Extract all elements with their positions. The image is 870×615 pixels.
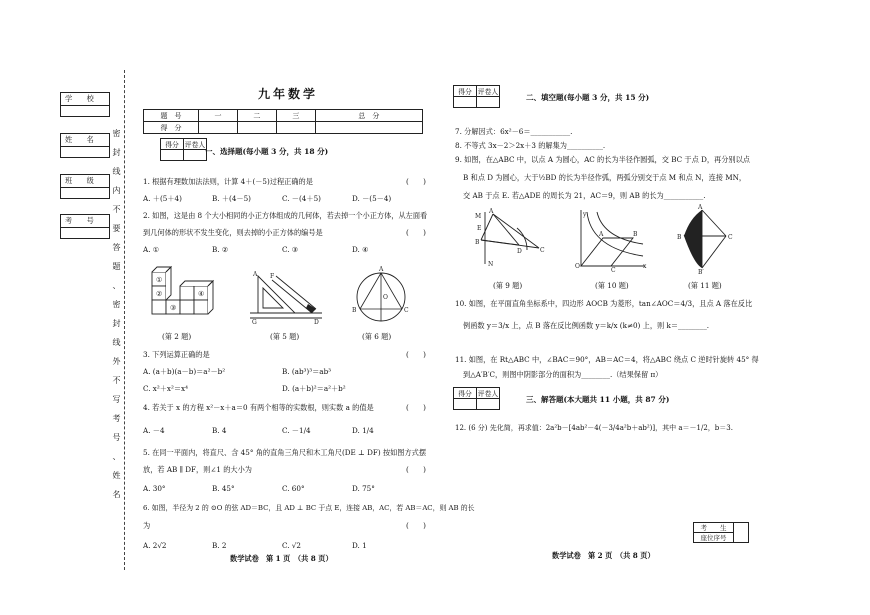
svg-text:C: C	[404, 307, 409, 314]
page-2-footer: 数学试卷 第 2 页 （共 8 页）	[552, 551, 655, 560]
q6-option-a[interactable]: A. 2√2	[143, 541, 167, 550]
seat-number-cell[interactable]	[734, 523, 749, 543]
q10-line-2[interactable]: 例函数 y＝3/x 上，点 B 落在反比例函数 y＝k/x (k≠0) 上，则 k＝________.	[463, 321, 710, 330]
q2-stem-line-1: 2. 如图，这是由 8 个大小相同的小正方体组成的几何体，若去掉一个小正方体，从左面看	[143, 211, 428, 220]
fig6-caption: (第 6 题)	[362, 332, 392, 341]
grader-box-2	[453, 85, 500, 108]
score-cell[interactable]	[237, 122, 276, 134]
cube-label-2: ②	[156, 290, 163, 298]
score-cell[interactable]	[199, 122, 238, 134]
q2-option-c[interactable]: C. ③	[282, 245, 299, 254]
svg-text:G: G	[252, 319, 257, 326]
q4-option-b[interactable]: B. 4	[212, 426, 227, 435]
grader-name-cell[interactable]	[477, 399, 500, 410]
q1-option-a[interactable]: A. ＋(5＋4)	[143, 194, 182, 203]
q4-option-c[interactable]: C. －1/4	[282, 426, 311, 435]
figure-q6-circle	[350, 266, 412, 328]
svg-text:B: B	[677, 234, 682, 241]
grader-name-label: 评卷人	[477, 388, 500, 399]
name-input[interactable]	[60, 145, 110, 158]
seat-label-1: 考 生	[694, 523, 734, 533]
q3-option-a[interactable]: A. (a＋b)(a－b)＝a²－b²	[143, 367, 226, 376]
q5-answer-paren[interactable]: ( )	[406, 465, 426, 474]
fig11-caption: (第 11 题)	[688, 281, 722, 290]
grader-name-label: 评卷人	[477, 86, 500, 97]
score-table	[143, 109, 423, 134]
seal-notice-char: 、	[112, 452, 121, 461]
score-cell[interactable]	[276, 122, 315, 134]
svg-text:B′: B′	[698, 269, 704, 276]
score-header-cell: 总 分	[315, 110, 422, 122]
section-3-heading: 三、解答题(本大题共 11 小题，共 87 分)	[526, 395, 670, 404]
q2-option-d[interactable]: D. ④	[352, 245, 369, 254]
q5-option-a[interactable]: A. 30°	[143, 484, 166, 493]
score-header-cell: 一	[199, 110, 238, 122]
q5-stem-line-2: 放，若 AB ∥ DF，则∠1 的大小为	[143, 465, 252, 474]
q2-option-b[interactable]: B. ②	[212, 245, 229, 254]
q9-line-2: B 和点 D 为圆心，大于½BD 的长为半径作弧，两弧分别交于点 M 和点 N，连接 MN，	[463, 173, 747, 182]
seal-notice-char: 封	[112, 319, 121, 328]
grader-name-label: 评卷人	[184, 139, 207, 150]
q7-text[interactable]: 7. 分解因式：6x²－6＝___________.	[455, 127, 573, 136]
grader-score-label: 得分	[161, 139, 184, 150]
grader-box-3	[453, 387, 500, 410]
q1-option-c[interactable]: C. －(4＋5)	[282, 194, 321, 203]
seal-notice-char: 密	[112, 129, 121, 138]
class-label: 班 级	[65, 176, 94, 185]
q1-stem: 1. 根据有理数加法法则，计算 4＋(－5)过程正确的是	[143, 177, 313, 186]
svg-text:C: C	[611, 267, 616, 274]
q3-option-c[interactable]: C. x²＋x²＝x⁴	[143, 384, 188, 393]
figure-q11-rotation	[676, 206, 740, 274]
q3-answer-paren[interactable]: ( )	[406, 350, 426, 359]
seal-notice-char: 题	[112, 262, 121, 271]
seal-notice-char: 号	[112, 433, 121, 442]
q1-answer-paren[interactable]: ( )	[406, 177, 426, 186]
q12-text: 12. (6 分) 先化简，再求值：2a²b－[4ab²－4(－3/4a²b＋ab²)]，其中 a＝－1/2，b＝3.	[455, 424, 733, 432]
q4-stem: 4. 若关于 x 的方程 x²－x＋a＝0 有两个相等的实数根，则实数 a 的值是	[143, 403, 374, 412]
svg-text:A: A	[489, 208, 494, 215]
q12-answer-area[interactable]	[455, 440, 755, 520]
svg-text:D: D	[314, 319, 319, 326]
figure-q10-hyperbola	[573, 208, 649, 274]
q11-line-2[interactable]: 到△A′B′C，则图中阴影部分的面积为________.（结果保留 π）	[463, 370, 663, 379]
cube-label-1: ①	[156, 276, 163, 284]
section-2-heading: 二、填空题(每小题 3 分，共 15 分)	[526, 93, 650, 102]
q4-option-d[interactable]: D. 1/4	[352, 426, 374, 435]
svg-text:O: O	[383, 294, 388, 301]
name-label: 姓 名	[65, 135, 94, 144]
q10-line-1: 10. 如图，在平面直角坐标系中，四边形 AOCB 为菱形，tan∠AOC＝4/3，且点 A 落在反比	[455, 299, 753, 308]
seal-notice-char: 写	[112, 395, 121, 404]
fig5-caption: (第 5 题)	[270, 332, 300, 341]
figure-q9-triangle	[463, 208, 547, 270]
q4-option-a[interactable]: A. －4	[143, 426, 165, 435]
svg-text:M: M	[475, 213, 482, 220]
svg-text:C: C	[540, 247, 545, 254]
svg-text:y: y	[583, 211, 587, 218]
seat-number-box	[693, 522, 749, 543]
seal-line	[124, 70, 125, 570]
grader-box-1	[160, 138, 207, 161]
score-row-label: 得 分	[144, 122, 199, 134]
q2-option-a[interactable]: A. ①	[143, 245, 160, 254]
grader-score-cell[interactable]	[454, 399, 477, 410]
q6-option-c[interactable]: C. √2	[282, 541, 301, 550]
exam-number-label: 考 号	[65, 216, 94, 225]
score-header-cell: 题 号	[144, 110, 199, 122]
q2-answer-paren[interactable]: ( )	[406, 228, 426, 237]
seal-notice-char: 名	[112, 490, 121, 499]
seal-notice-char: 密	[112, 300, 121, 309]
q8-text[interactable]: 8. 不等式 3x－2＞2x＋3 的解集为__________.	[455, 141, 606, 150]
q6-stem-line-2: 为	[143, 521, 151, 530]
svg-text:A: A	[698, 204, 703, 211]
exam-title: 九年数学	[258, 87, 319, 101]
seal-notice-char: 封	[112, 148, 121, 157]
svg-text:B: B	[475, 239, 480, 246]
svg-text:F: F	[270, 273, 275, 280]
section-1-heading: 一、选择题(每小题 3 分，共 18 分)	[205, 147, 329, 156]
grader-score-label: 得分	[454, 388, 477, 399]
q1-option-d[interactable]: D. －(5－4)	[352, 194, 392, 203]
svg-text:E: E	[477, 225, 482, 232]
q9-line-1: 9. 如图，在△ABC 中，以点 A 为圆心，AC 的长为半径作圆弧，交 BC 于点 D，再分别以点	[455, 155, 750, 164]
seal-notice-char: 线	[112, 167, 121, 176]
seal-notice-char: 答	[112, 243, 121, 252]
cube-label-4: ④	[198, 290, 205, 298]
grader-score-label: 得分	[454, 86, 477, 97]
seal-notice-char: 考	[112, 414, 121, 423]
q6-answer-paren[interactable]: ( )	[406, 521, 426, 530]
seal-notice-char: 内	[112, 186, 121, 195]
svg-text:N: N	[488, 261, 494, 268]
seal-notice-char: 姓	[112, 471, 121, 480]
page-1-footer: 数学试卷 第 1 页 （共 8 页）	[230, 554, 333, 563]
score-header-cell: 三	[276, 110, 315, 122]
q4-answer-paren[interactable]: ( )	[406, 403, 426, 412]
cube-label-3: ③	[170, 304, 177, 312]
seal-notice-char: 外	[112, 357, 121, 366]
svg-text:A: A	[253, 271, 258, 278]
q6-option-d[interactable]: D. 1	[352, 541, 367, 550]
q5-option-d[interactable]: D. 75°	[352, 484, 375, 493]
seal-notice-char: 、	[112, 281, 121, 290]
grader-name-cell[interactable]	[477, 97, 500, 108]
score-cell[interactable]	[315, 122, 422, 134]
svg-text:B: B	[352, 307, 357, 314]
q5-stem-line-1: 5. 在同一平面内，将直尺、含 45° 角的直角三角尺和木工角尺(DE ⊥ DF) 按如图方式摆	[143, 448, 427, 457]
fig2-caption: (第 2 题)	[162, 332, 192, 341]
school-label: 学 校	[65, 94, 94, 103]
seat-label-2: 座位序号	[694, 533, 734, 543]
q5-option-b[interactable]: B. 45°	[212, 484, 235, 493]
svg-text:D: D	[517, 248, 522, 255]
seal-notice-char: 线	[112, 338, 121, 347]
exam-number-input[interactable]	[60, 226, 110, 239]
figure-q5-rulers	[250, 268, 325, 326]
class-input[interactable]	[60, 186, 110, 199]
seal-notice-char: 不	[112, 376, 121, 385]
seal-notice-char: 不	[112, 205, 121, 214]
school-input[interactable]	[60, 104, 110, 117]
fig9-caption: (第 9 题)	[493, 281, 523, 290]
svg-text:x: x	[643, 263, 647, 270]
q6-stem-line-1: 6. 如图，半径为 2 的 ⊙O 的弦 AD＝BC，且 AD ⊥ BC 于点 E，连接 AB，AC，若 AB＝AC，则 AB 的长	[143, 504, 475, 512]
svg-text:C: C	[728, 234, 733, 241]
q2-stem-line-2: 到几何体的形状不发生变化，则去掉的小正方体的编号是	[143, 228, 323, 237]
svg-text:B: B	[633, 231, 638, 238]
q3-option-d[interactable]: D. (a＋b)²＝a²＋b²	[282, 384, 346, 393]
svg-text:A: A	[379, 266, 384, 273]
q3-stem: 3. 下列运算正确的是	[143, 350, 210, 359]
seal-notice-char: 要	[112, 224, 121, 233]
q9-line-3[interactable]: 交 AB 于点 E. 若△ADE 的周长为 21，AC＝9，则 AB 的长为___________.	[463, 191, 706, 200]
q5-option-c[interactable]: C. 60°	[282, 484, 305, 493]
grader-score-cell[interactable]	[454, 97, 477, 108]
q1-option-b[interactable]: B. ＋(4－5)	[212, 194, 251, 203]
svg-text:O: O	[575, 263, 580, 270]
fig10-caption: (第 10 题)	[595, 281, 629, 290]
grader-score-cell[interactable]	[161, 150, 184, 161]
q3-option-b[interactable]: B. (ab³)³＝ab³	[282, 367, 332, 376]
svg-text:A: A	[599, 231, 604, 238]
figure-q2-cubes	[140, 262, 220, 328]
q11-line-1: 11. 如图，在 Rt△ABC 中，∠BAC＝90°，AB＝AC＝4，将△ABC 绕点 C 逆时针旋转 45° 得	[455, 355, 759, 364]
grader-name-cell[interactable]	[184, 150, 207, 161]
q6-option-b[interactable]: B. 2	[212, 541, 227, 550]
score-header-cell: 二	[237, 110, 276, 122]
